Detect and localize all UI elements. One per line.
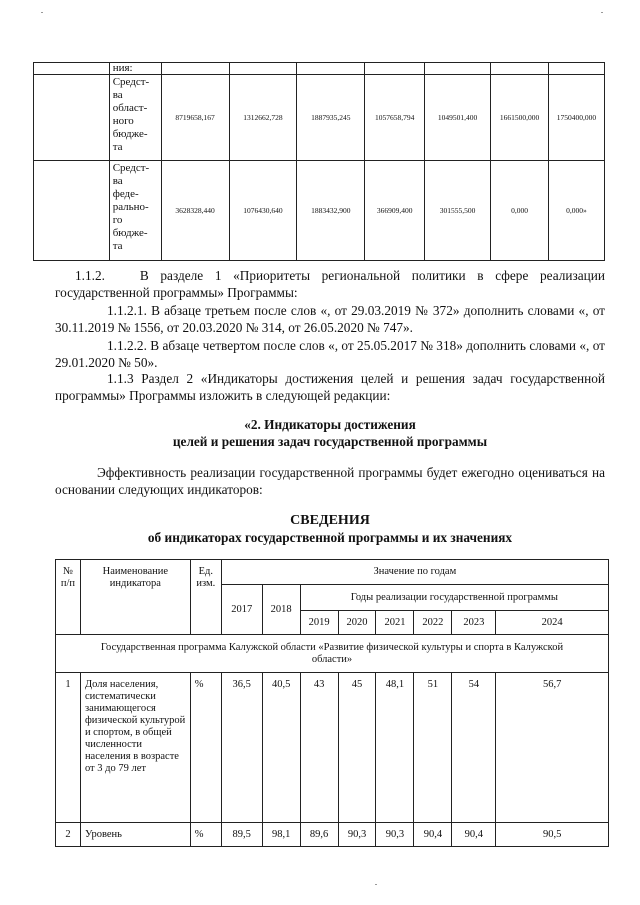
budget-cell: 301555,500 — [425, 161, 491, 261]
row-number: 1 — [56, 673, 81, 823]
header-number: № п/п — [56, 560, 81, 635]
header-values-by-year: Значение по годам — [221, 560, 608, 585]
indicator-value: 90,4 — [414, 823, 452, 847]
budget-row-federal — [34, 161, 605, 261]
indicator-value: 48,1 — [376, 673, 414, 823]
budget-cell: 1312662,728 — [229, 75, 297, 161]
header-year: 2018 — [262, 585, 300, 635]
indicator-value: 51 — [414, 673, 452, 823]
indicator-value: 90,3 — [338, 823, 376, 847]
indicators-table — [55, 559, 609, 847]
indicator-value: 40,5 — [262, 673, 300, 823]
paragraph-1-1-2-2: 1.1.2.2. В абзаце четвертом после слов «, от 25.05.2017 № 318» дополнить словами «, от 29.01.2020 № 50». — [55, 338, 605, 370]
paragraph-1-1-3: 1.1.3 Раздел 2 «Индикаторы достижения целей и решения задач государственной программы» Программы изложить в следующей редакции: — [55, 371, 605, 403]
indicator-value: 45 — [338, 673, 376, 823]
budget-cell: 1887935,245 — [297, 75, 365, 161]
budget-cell: 1049501,400 — [425, 75, 491, 161]
budget-cell: 1883432,900 — [297, 161, 365, 261]
budget-cell: 0,000 — [491, 161, 549, 261]
row-number: 2 — [56, 823, 81, 847]
budget-cell: 1750400,000 — [548, 75, 604, 161]
budget-cell: 1076430,640 — [229, 161, 297, 261]
scan-mark — [601, 12, 603, 13]
header-year: 2020 — [338, 611, 376, 635]
indicator-value: 98,1 — [262, 823, 300, 847]
budget-cell: 1661500,000 — [491, 75, 549, 161]
indicator-value: 43 — [300, 673, 338, 823]
header-year: 2023 — [452, 611, 496, 635]
indicator-value: 56,7 — [496, 673, 609, 823]
budget-cell: 1057658,794 — [365, 75, 425, 161]
budget-cell: 366909,400 — [365, 161, 425, 261]
budget-header-fragment: ния: — [109, 63, 161, 75]
header-program-years: Годы реализации государственной программы — [300, 585, 608, 611]
scan-mark — [41, 12, 43, 13]
indicator-unit: % — [190, 673, 221, 823]
header-unit: Ед. изм. — [190, 560, 221, 635]
paragraph-1-1-2-1: 1.1.2.1. В абзаце третьем после слов «, от 29.03.2019 № 372» дополнить словами «, от 30.11.2019 № 1556, от 20.03.2020 № 314, от 26.05.2020 № 747». — [55, 303, 605, 335]
budget-cell: 0,000» — [548, 161, 604, 261]
budget-row-label: Средст- ва феде- рально- го бюдже- та — [109, 161, 161, 261]
indicator-value: 89,5 — [221, 823, 262, 847]
header-year: 2021 — [376, 611, 414, 635]
section-heading-line2: целей и решения задач государственной программы — [172, 434, 488, 449]
budget-row-regional — [34, 75, 605, 161]
program-title-cell: Государственная программа Калужской области «Развитие физической культуры и спорта в Калужской области» — [56, 635, 609, 673]
budget-header-row — [34, 63, 605, 75]
indicator-value: 54 — [452, 673, 496, 823]
indicator-value: 36,5 — [221, 673, 262, 823]
paragraph-1-1-2: 1.1.2. В разделе 1 «Приоритеты региональной политики в сфере реализации государственной программы» Программы: — [55, 268, 605, 300]
indicator-name: Уровень — [80, 823, 190, 847]
svedeniya-title: СВЕДЕНИЯ — [290, 513, 370, 528]
table-row — [56, 823, 609, 847]
indicator-value: 90,3 — [376, 823, 414, 847]
header-indicator-name: Наименование индикатора — [80, 560, 190, 635]
header-year: 2019 — [300, 611, 338, 635]
budget-row-label: Средст- ва област- ного бюдже- та — [109, 75, 161, 161]
header-year: 2024 — [496, 611, 609, 635]
program-row — [56, 635, 609, 673]
budget-table — [33, 62, 605, 261]
indicator-unit: % — [190, 823, 221, 847]
header-year: 2022 — [414, 611, 452, 635]
table-header-row — [56, 560, 609, 585]
scan-mark — [375, 884, 377, 885]
intro-paragraph: Эффективность реализации государственной программы будет ежегодно оцениваться на основании следующих индикаторов: — [55, 465, 605, 497]
budget-cell: 8719658,167 — [161, 75, 229, 161]
svedeniya-subtitle: об индикаторах государственной программы и их значениях — [147, 530, 513, 545]
indicator-value: 89,6 — [300, 823, 338, 847]
budget-cell: 3628328,440 — [161, 161, 229, 261]
table-row — [56, 673, 609, 823]
section-heading-line1: «2. Индикаторы достижения — [244, 417, 416, 432]
indicator-value: 90,4 — [452, 823, 496, 847]
indicator-name: Доля населения, систематически занимающегося физической культурой и спортом, в общей численности населения в возрасте от 3 до 79 лет — [80, 673, 190, 823]
header-year: 2017 — [221, 585, 262, 635]
indicator-value: 90,5 — [496, 823, 609, 847]
